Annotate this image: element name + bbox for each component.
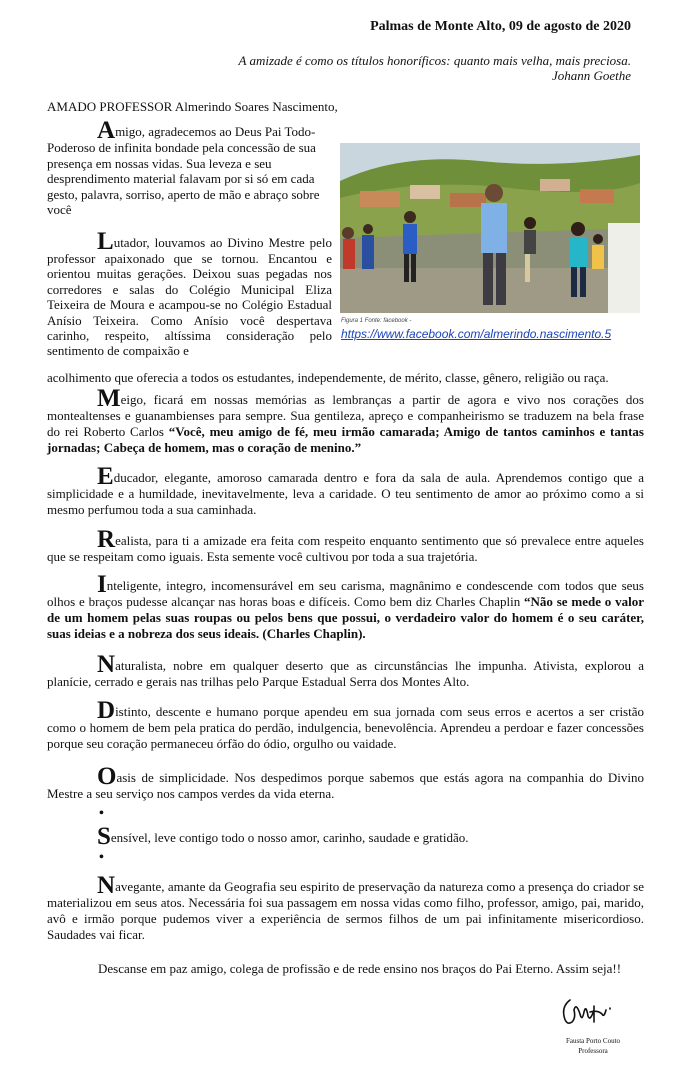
figure-caption: Figura 1 Fonte: facebook - [341,318,412,324]
paragraph-meigo [47,385,644,455]
signatory-role: Professora [578,1047,608,1055]
paragraph-distinto [47,697,644,752]
closing-paragraph: Descanse em paz amigo, colega de profissão e de rede ensino nos braços do Pai Eterno. Assim seja!! [98,961,622,976]
drop-initial: L [97,228,114,255]
bullet-marker: • [99,850,104,865]
paragraph-navegante [47,872,644,942]
epigraph-author: Johann Goethe [551,68,631,83]
paragraph-naturalista [47,651,644,690]
signature-block [557,1036,629,1056]
paragraph-text: istinto, descente e humano porque apendeu em sua jornada com seus erros e acertos a ser cristão como o homem de bem pela pratica do perdão, indulgencia, benevolência. Aprendeu a perdoar e fazer concessões porque seu coração permaneceu órfão do ódio, orgulho ou vaidade. [47,704,644,751]
paragraph-text: ducador, elegante, amoroso camarada dentro e fora da sala de aula. Aprendemos contigo que a simplicidade e a humildade, inevitavelmente, leva a caridade. O teu sentimento de amor ao próximo como a si mesmo perfumou toda a sua caminhada. [47,470,644,517]
paragraph-text: eigo, ficará em nossas memórias as lembranças a partir de agora e vivo nos corações dos montealtenses e guanambienses para sempre. Sua gentileza, apreço e companheirismo se traduzem na bela frase do rei Roberto Carlos [47,392,644,439]
drop-initial: D [97,697,116,724]
signatory-name: Fausta Porto Couto [565,1037,621,1045]
paragraph-text: utador, louvamos ao Divino Mestre pelo professor apaixonado que se tornou. Encantou e orientou muitas gerações. Deixou suas pegadas nos corredores e salas do Colégio Municipal Eliza Teixeira de Moura e acampou-se no Colégio Estadual Anísio Teixeira. Como Anísio você despertava carinho, respeito, altíssima consideração pelo sentimento de compaixão e [47,235,332,359]
paragraph-text: nteligente, integro, incomensurável em seu carisma, magnânimo e condescende com todos que seus olhos e braços pudesse alcançar nas horas boas e difíceis. Como bem diz Charles Chaplin [47,578,644,609]
paragraph-quote: “Você, meu amigo de fé, meu irmão camarada; Amigo de tantos caminhos e tantas jornadas; Cabeça de homem, mas o coração de menino.” [47,423,644,455]
figure-source-link[interactable]: https://www.facebook.com/almerindo.nascimento.5 [341,327,612,341]
paragraph-text: ealista, para ti a amizade era feita com respeito enquanto sentimento que só prevalece entre aqueles que se respeitam como iguais. Esta semente você cultivou por toda a sua trajetória. [47,533,644,564]
paragraph-text: asis de simplicidade. Nos despedimos porque sabemos que estás agora na companhia do Divino Mestre a seu serviço nos campos verdes da vida eterna. [47,770,644,801]
drop-initial: M [97,385,121,412]
drop-initial: S [97,823,111,850]
drop-initial: E [97,463,114,490]
paragraph-text: ensível, leve contigo todo o nosso amor, carinho, saudade e gratidão. [110,830,469,845]
bullet-marker: • [99,806,104,821]
paragraph-text: migo, agradecemos ao Deus Pai Todo-Poderoso de infinita bondade pela concessão de sua presença em nossas vidas. Sua leveza e seu desprendimento material falavam por si só em cada gesto, palavra, sorriso, aperto de mão e abraço sobre você [47,124,320,217]
paragraph-amigo [47,117,332,218]
drop-initial: O [97,763,117,790]
drop-initial: R [97,526,116,553]
paragraph-quote: “Não se mede o valor de um homem pelas suas roupas ou pelos bens que possui, o verdadeiro valor do homem é o seu caráter, suas ideias e a nobreza dos seus ideais. (Charles Chaplin). [47,594,644,641]
paragraph-text: avegante, amante da Geografia seu espirito de preservação da natureza como a presença do criador se materializou em seus atos. Necessária foi sua passagem em nossa vidas como filho, professor, amigo, pai, marido, avô e irmão porque pudemos viver a experiência de sermos filhos de um pai infinitamente misericordioso. Saudades vai ficar. [47,879,644,942]
drop-initial: I [97,571,107,598]
paragraph-inteligente [47,571,644,641]
epigraph-quote: A amizade é como os títulos honoríficos: quanto mais velha, mais preciosa. [238,53,631,68]
epigraph [238,53,631,83]
paragraph-sensivel [47,823,644,850]
paragraph-educador [47,463,644,518]
paragraph-lutador-tail: acolhimento que oferecia a todos os estudantes, independemente, de mérito, classe, gênero, religião ou raça. [47,370,609,385]
paragraph-realista [47,526,644,565]
paragraph-oasis [47,763,644,802]
paragraph-lutador [47,228,332,359]
salutation: AMADO PROFESSOR Almerindo Soares Nascimento, [47,99,338,114]
teacher-photo [340,143,640,313]
drop-initial: A [97,117,116,144]
paragraph-text: aturalista, nobre em qualquer deserto que as circunstâncias lhe impunha. Ativista, explorou a planície, cerrado e gerais nas trilhas pelo Parque Estadual Serra dos Montes Alto. [47,658,644,689]
handwritten-signature [558,992,628,1032]
photo-illustration [340,143,640,313]
drop-initial: N [97,651,116,678]
drop-initial: N [97,872,116,899]
dateline: Palmas de Monte Alto, 09 de agosto de 2020 [370,19,631,34]
